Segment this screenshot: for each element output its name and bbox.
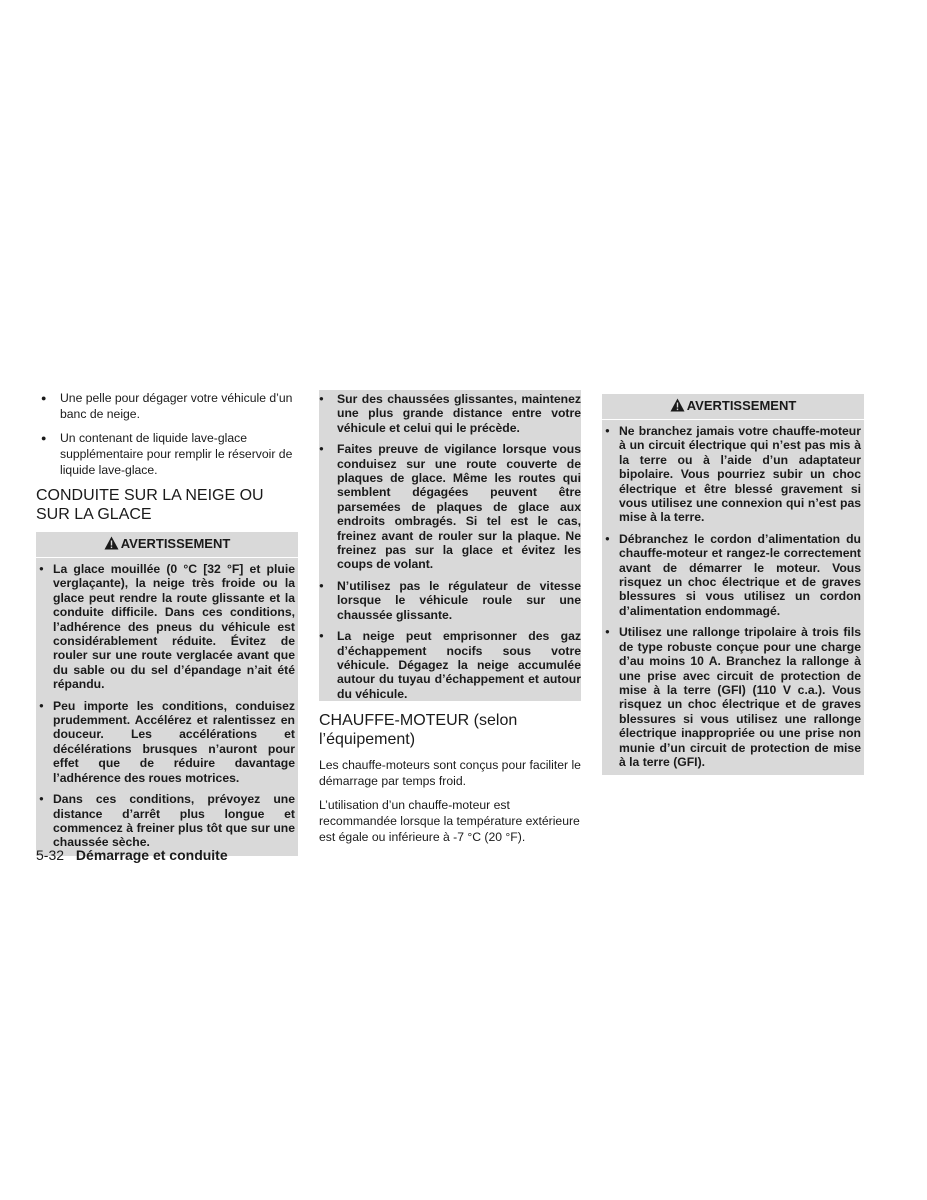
list-item: ● Un contenant de liquide lave-glace supplémentaire pour remplir le réservoir de liquide lave-glace. <box>36 430 298 478</box>
warning-list <box>605 424 861 769</box>
warning-continued-box <box>319 390 581 701</box>
warning-title: AVERTISSEMENT <box>686 398 797 413</box>
section-title-block-heater: CHAUFFE-MOTEUR (selon l’équipement) <box>319 712 518 749</box>
warning-list-continued <box>319 392 581 701</box>
warning-item: ● Débranchez le cordon d’alimentation du chauffe-moteur et rangez-le correctement avant de démarrer le moteur. Vous risquez un choc électrique et de graves blessures si vous utilisez un cordon d’alimentation endommagé. <box>605 532 861 618</box>
warning-item: ● La glace mouillée (0 °C [32 °F] et pluie verglaçante), la neige très froide ou la glace peut rendre la route glissante et la conduite difficile. Dans ces conditions, l’adhérence des pneus du véhicule est considérablement réduite. Évitez de rouler sur une route verglacée avant que du sable ou du sel d’épandage n’ait été répandu. <box>39 562 295 692</box>
section-title-snow-ice: CONDUITE SUR LA NEIGE OU SUR LA GLACE <box>36 487 264 523</box>
warning-header <box>602 394 864 420</box>
paragraph: L’utilisation d’un chauffe-moteur est recommandée lorsque la température extérieure est égale ou inférieure à -7 °C (20 °F). <box>319 798 580 845</box>
warning-item: ● La neige peut emprisonner des gaz d’échappement nocifs sous votre véhicule. Dégagez la neige accumulée autour du tuyau d’échappement et autour du véhicule. <box>319 629 581 701</box>
equipment-list <box>36 390 298 478</box>
warning-triangle-icon <box>670 398 685 416</box>
warning-item: ● Faites preuve de vigilance lorsque vous conduisez sur une route couverte de plaques de glace. Même les routes qui semblent dégagées peuvent être parsemées de plaques de glace aux endroits ombragés. Si tel est le cas, freinez avant de rouler sur la plaque. Ne freinez pas sur la glace et évitez les coups de volant. <box>319 442 581 572</box>
warning-box <box>36 532 298 856</box>
warning-list <box>39 562 295 850</box>
page-footer <box>36 846 228 864</box>
warning-item: ● Dans ces conditions, prévoyez une distance d’arrêt plus longue et commencez à freiner plus tôt que sur une chaussée sèche. <box>39 792 295 850</box>
warning-triangle-icon <box>104 536 119 554</box>
warning-item: ● Peu importe les conditions, conduisez prudemment. Accélérez et ralentissez en douceur. Les accélérations et décélérations brusques n’auront pour effet que de réduire davantage l’adhérence des roues motrices. <box>39 699 295 785</box>
warning-item: ● Utilisez une rallonge tripolaire à trois fils de type robuste conçue pour une charge d’au moins 10 A. Branchez la rallonge à une prise avec circuit de protection de mise à la terre (GFI) (110 V c.a.). Vous risquez un choc électrique et de graves blessures si vous utilisez une rallonge électrique inappropriée ou une prise non munie d’un circuit de protection de mise à la terre (GFI). <box>605 625 861 769</box>
column-left <box>36 390 298 856</box>
column-right <box>602 394 864 775</box>
warning-item: ● N’utilisez pas le régulateur de vitesse lorsque le véhicule roule sur une chaussée glissante. <box>319 579 581 622</box>
warning-item: ● Ne branchez jamais votre chauffe-moteur à un circuit électrique qui n’est pas mis à la terre ou à l’aide d’un adaptateur bipolaire. Vous pourriez subir un choc électrique et être blessé gravement si vous utilisez une connexion qui n’est pas mise à la terre. <box>605 424 861 525</box>
chapter-title: Démarrage et conduite <box>75 847 228 863</box>
warning-header <box>36 532 298 558</box>
page-number: 5-32 <box>36 847 65 863</box>
warning-title: AVERTISSEMENT <box>120 536 231 551</box>
warning-box <box>602 394 864 775</box>
list-item: ● Une pelle pour dégager votre véhicule d’un banc de neige. <box>36 390 298 422</box>
column-middle <box>319 390 581 853</box>
paragraph: Les chauffe-moteurs sont conçus pour faciliter le démarrage par temps froid. <box>319 758 581 789</box>
warning-item: ● Sur des chaussées glissantes, maintenez une plus grande distance entre votre véhicule et celui qui le précède. <box>319 392 581 435</box>
